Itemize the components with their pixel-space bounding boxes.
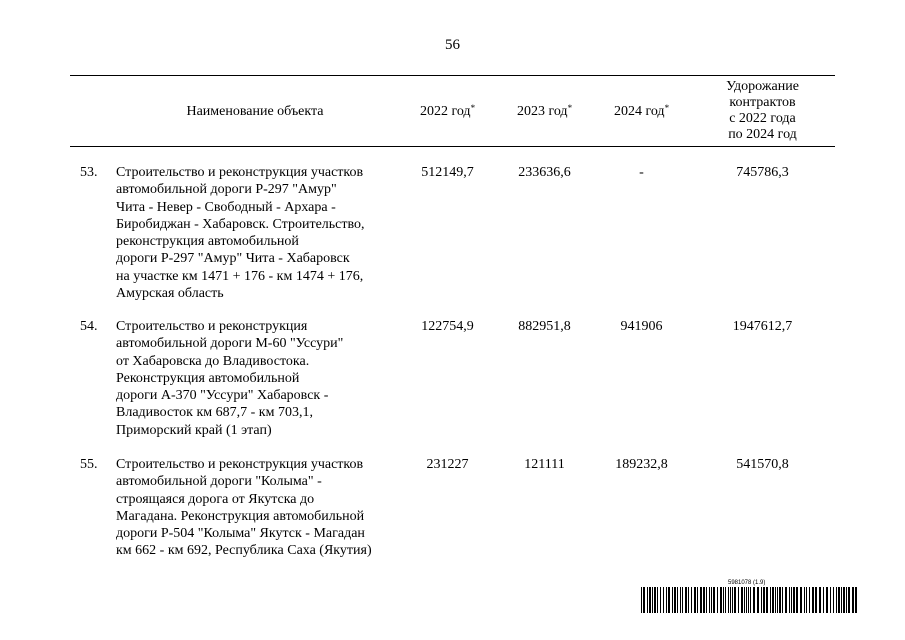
barcode-bar	[720, 587, 722, 613]
footnote-mark: *	[664, 103, 670, 113]
table-top-rule	[70, 75, 835, 76]
barcode-bar	[819, 587, 821, 613]
header-increase-line: Удорожание	[726, 79, 799, 94]
object-name-line: км 662 - км 692, Республика Саха (Якутия)	[116, 543, 372, 559]
barcode-bar	[717, 587, 718, 613]
barcode-bar	[674, 587, 676, 613]
barcode-bar	[730, 587, 731, 613]
barcode-bar	[713, 587, 715, 613]
header-increase-line: контрактов	[729, 95, 796, 110]
barcode-bar	[741, 587, 743, 613]
object-name-line: Амурская область	[116, 286, 224, 302]
barcode-bar	[800, 587, 802, 613]
barcode-bar	[782, 587, 783, 613]
barcode-bar	[738, 587, 739, 613]
object-name-line: автомобильной дороги М-60 "Уссури"	[116, 336, 344, 352]
header-bottom-rule	[70, 146, 835, 147]
barcode-bar	[826, 587, 828, 613]
object-name-line: реконструкция автомобильной	[116, 234, 299, 250]
barcode-bar	[685, 587, 687, 613]
barcode-bar	[763, 587, 765, 613]
barcode-bar	[796, 587, 798, 613]
barcode-bar	[855, 587, 857, 613]
value-2022: 122754,9	[421, 319, 474, 334]
barcode-bar	[833, 587, 834, 613]
barcode-bar	[846, 587, 847, 613]
object-name	[116, 456, 396, 560]
page-number: 56	[445, 37, 460, 53]
barcode-bar	[750, 587, 751, 613]
row-number: 53.	[80, 165, 98, 180]
value-2023: 233636,6	[518, 165, 571, 180]
barcode-bar	[725, 587, 726, 613]
header-year-2023: 2023 год*	[516, 103, 573, 119]
barcode-bar	[647, 587, 648, 613]
barcode-bar	[734, 587, 736, 613]
barcode-bar	[677, 587, 678, 613]
barcode-bar	[852, 587, 854, 613]
value-increase: 1947612,7	[732, 319, 793, 334]
value-2024: 189232,8	[615, 457, 668, 472]
object-name-line: Строительство и реконструкция	[116, 319, 308, 334]
object-name-line: автомобильной дороги Р-297 "Амур"	[116, 182, 337, 198]
barcode-bar	[744, 587, 745, 613]
object-name-line: дороги Р-297 "Амур" Чита - Хабаровск	[116, 251, 350, 267]
barcode-bar	[654, 587, 656, 613]
value-2024: 941906	[620, 319, 663, 334]
object-name-line: Биробиджан - Хабаровск. Строительство,	[116, 216, 365, 232]
barcode-bar	[657, 587, 658, 613]
barcode-bar	[694, 587, 696, 613]
object-name-line: Владивосток км 687,7 - км 703,1,	[116, 405, 313, 421]
footnote-mark: *	[567, 103, 573, 113]
header-year-2024: 2024 год*	[613, 103, 670, 119]
barcode-bar	[728, 587, 729, 613]
header-year-2022: 2022 год*	[419, 103, 476, 119]
barcode-bar	[848, 587, 850, 613]
barcode-bar	[791, 587, 792, 613]
barcode-bar	[697, 587, 698, 613]
barcode-bar	[812, 587, 814, 613]
barcode-bar	[841, 587, 842, 613]
barcode-bar	[709, 587, 710, 613]
barcode-bar	[775, 587, 776, 613]
barcode-bar	[823, 587, 824, 613]
barcode-bar	[641, 587, 642, 613]
barcode-bar	[830, 587, 831, 613]
object-name-line: дороги А-370 "Уссури" Хабаровск -	[116, 388, 329, 404]
barcode-bar	[806, 587, 807, 613]
barcode-bar	[753, 587, 755, 613]
barcode-bar	[772, 587, 774, 613]
value-2022: 512149,7	[421, 165, 474, 180]
value-2023: 882951,8	[518, 319, 571, 334]
barcode-bar	[815, 587, 817, 613]
object-name-line: Магадана. Реконструкция автомобильной	[116, 508, 365, 524]
barcode-bar	[770, 587, 771, 613]
object-name	[116, 164, 396, 302]
barcode-bar	[732, 587, 733, 613]
barcode-bar	[836, 587, 837, 613]
barcode-bar	[723, 587, 724, 613]
barcode-bar	[785, 587, 787, 613]
barcode-bar	[748, 587, 749, 613]
barcode-bar	[666, 587, 667, 613]
value-2022: 231227	[426, 457, 469, 472]
barcode-bar	[766, 587, 768, 613]
object-name-line: Чита - Невер - Свободный - Архара -	[116, 199, 336, 215]
footnote-mark: *	[470, 103, 476, 113]
barcode-bar	[706, 587, 707, 613]
value-increase: 745786,3	[736, 165, 789, 180]
object-name-line: дороги Р-504 "Колыма" Якутск - Магадан	[116, 526, 365, 542]
object-name-line: от Хабаровска до Владивостока.	[116, 353, 310, 369]
row-number: 54.	[80, 319, 98, 334]
barcode-bar	[809, 587, 810, 613]
barcode-bar	[682, 587, 683, 613]
barcode-bar	[680, 587, 681, 613]
barcode-bar	[691, 587, 692, 613]
barcode-bar	[711, 587, 712, 613]
barcode-bar	[777, 587, 778, 613]
barcode-bar	[761, 587, 762, 613]
barcode-bar	[838, 587, 840, 613]
value-2024: -	[639, 165, 644, 180]
object-name	[116, 318, 396, 439]
value-2023: 121111	[524, 457, 565, 472]
header-object-name: Наименование объекта	[186, 104, 324, 119]
barcode-bar	[672, 587, 673, 613]
barcode-bar	[793, 587, 795, 613]
row-number: 55.	[80, 457, 98, 472]
object-name-line: Реконструкция автомобильной	[116, 370, 300, 386]
barcode-bar	[700, 587, 702, 613]
header-increase-line: с 2022 года	[729, 111, 796, 126]
header-increase-line: по 2024 год	[728, 127, 797, 142]
barcode-bar	[843, 587, 845, 613]
barcode-bar	[652, 587, 653, 613]
barcode-bar	[643, 587, 645, 613]
value-increase: 541570,8	[736, 457, 789, 472]
object-name-line: строящаяся дорога от Якутска до	[116, 491, 315, 507]
object-name-line: автомобильной дороги "Колыма" -	[116, 474, 322, 490]
barcode	[641, 587, 860, 613]
object-name-line: Строительство и реконструкция участков	[116, 165, 364, 180]
barcode-bar	[804, 587, 805, 613]
barcode-bar	[757, 587, 759, 613]
barcode-bar	[746, 587, 747, 613]
barcode-bar	[649, 587, 651, 613]
barcode-bar	[789, 587, 790, 613]
header-contract-increase	[700, 79, 825, 143]
object-name-line: на участке км 1471 + 176 - км 1474 + 176,	[116, 268, 364, 284]
document-code: 5981078 (1.9)	[728, 580, 766, 586]
barcode-bar	[668, 587, 670, 613]
barcode-bar	[660, 587, 661, 613]
barcode-bar	[663, 587, 664, 613]
barcode-bar	[703, 587, 705, 613]
object-name-line: Приморский край (1 этап)	[116, 422, 272, 438]
object-name-line: Строительство и реконструкция участков	[116, 457, 364, 472]
barcode-bar	[688, 587, 689, 613]
barcode-bar	[779, 587, 781, 613]
